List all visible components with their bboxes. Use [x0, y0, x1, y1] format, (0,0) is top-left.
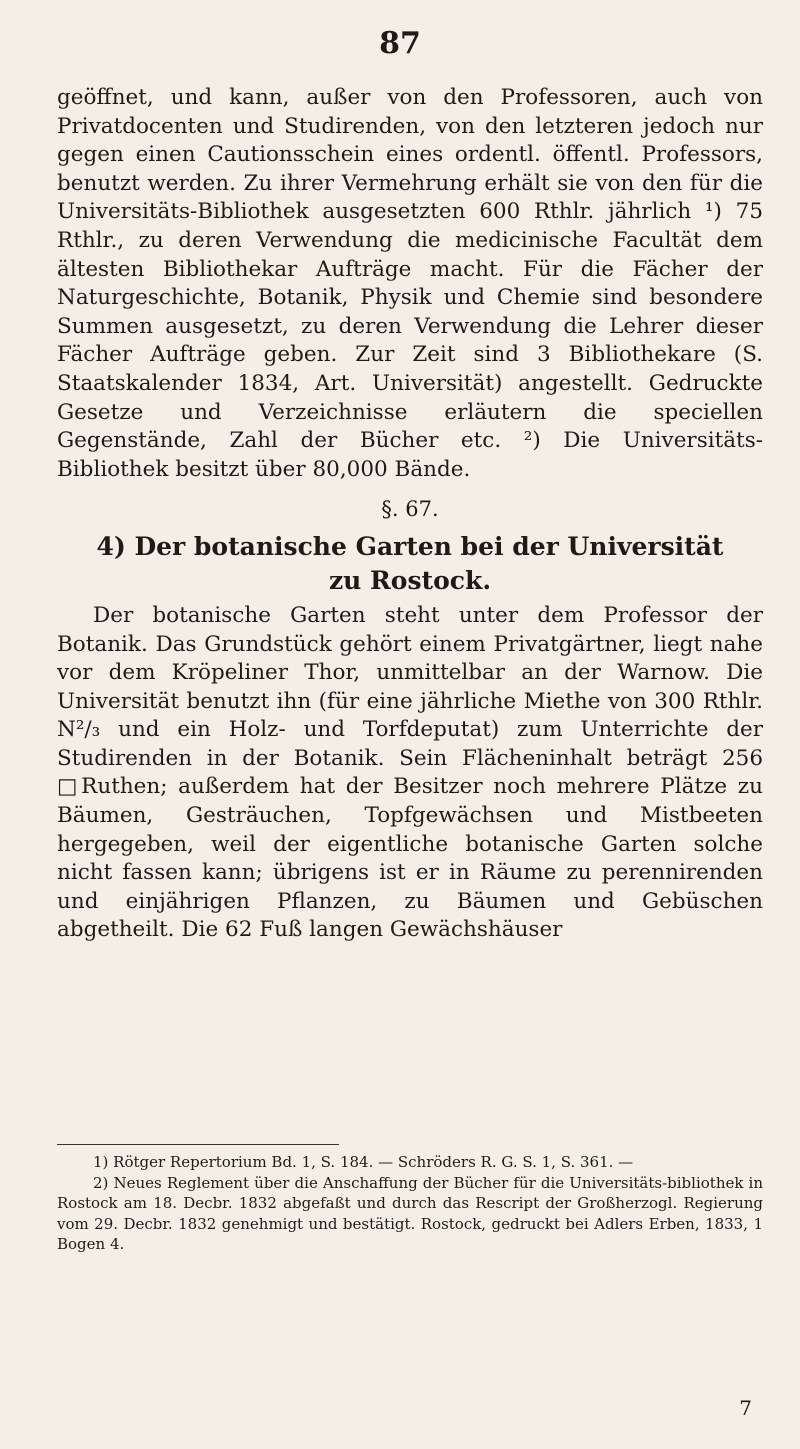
- footnotes: [57, 1152, 763, 1255]
- footnote-divider: [57, 1144, 339, 1145]
- main-text: [57, 84, 763, 945]
- paragraph-garden: Der botanische Garten steht unter dem Professor der Botanik. Das Grundstück gehört einem Privatgärtner, liegt nahe vor dem Kröpeliner Thor, unmittelbar an der Warnow. Die Universität benutzt ihn (für eine jährliche Miethe von 300 Rthlr. N²/₃ und ein Holz- und Torfdeputat) zum Unterrichte der Studirenden in der Botanik. Sein Flächeninhalt beträgt 256 □Ruthen; außerdem hat der Besitzer noch mehrere Plätze zu Bäumen, Gesträuchen, Topfgewächsen und Mistbeeten hergegeben, weil der eigentliche botanische Garten solche nicht fassen kann; übrigens ist er in Räume zu perennirenden und einjährigen Pflanzen, zu Bäumen und Gebüschen abgetheilt. Die 62 Fuß langen Gewächshäuser: [57, 602, 763, 943]
- section-heading: [57, 530, 763, 598]
- heading-line-2: zu Rostock.: [328, 565, 492, 595]
- section-number: §. 67.: [381, 497, 439, 522]
- signature-mark: 7: [739, 1396, 752, 1420]
- footnote-1: 1) Rötger Repertorium Bd. 1, S. 184. — Schröders R. G. S. 1, S. 361. —: [93, 1153, 634, 1171]
- page-number: 87: [379, 26, 421, 61]
- paragraph-cont: geöffnet, und kann, außer von den Professoren, auch von Privatdocenten und Studirenden, von den letzteren jedoch nur gegen einen Cautionsschein eines ordentl. öffentl. Professors, benutzt werden. Zu ihrer Vermehrung erhält sie von den für die Universitäts-Bibliothek ausgesetzten 600 Rthlr. jährlich ¹) 75 Rthlr., zu deren Verwendung die medicinische Facultät dem ältesten Bibliothekar Aufträge macht. Für die Fächer der Naturgeschichte, Botanik, Physik und Chemie sind besondere Summen ausgesetzt, zu deren Verwendung die Lehrer dieser Fächer Aufträge geben. Zur Zeit sind 3 Bibliothekare (S. Staatskalender 1834, Art. Universität) angestellt. Gedruckte Gesetze und Verzeichnisse erläutern die speciellen Gegenstände, Zahl der Bücher etc. ²) Die Universitäts-Bibliothek besitzt über 80,000 Bände.: [57, 85, 763, 482]
- footnote-2: 2) Neues Reglement über die Anschaffung der Bücher für die Universitäts-bibliothek in Rostock am 18. Decbr. 1832 abgefaßt und durch das Rescript der Großherzogl. Regierung vom 29. Decbr. 1832 genehmigt und bestätigt. Rostock, gedruckt bei Adlers Erben, 1833, 1 Bogen 4.: [57, 1173, 763, 1253]
- heading-line-1: 4) Der botanische Garten bei der Universität: [96, 531, 724, 561]
